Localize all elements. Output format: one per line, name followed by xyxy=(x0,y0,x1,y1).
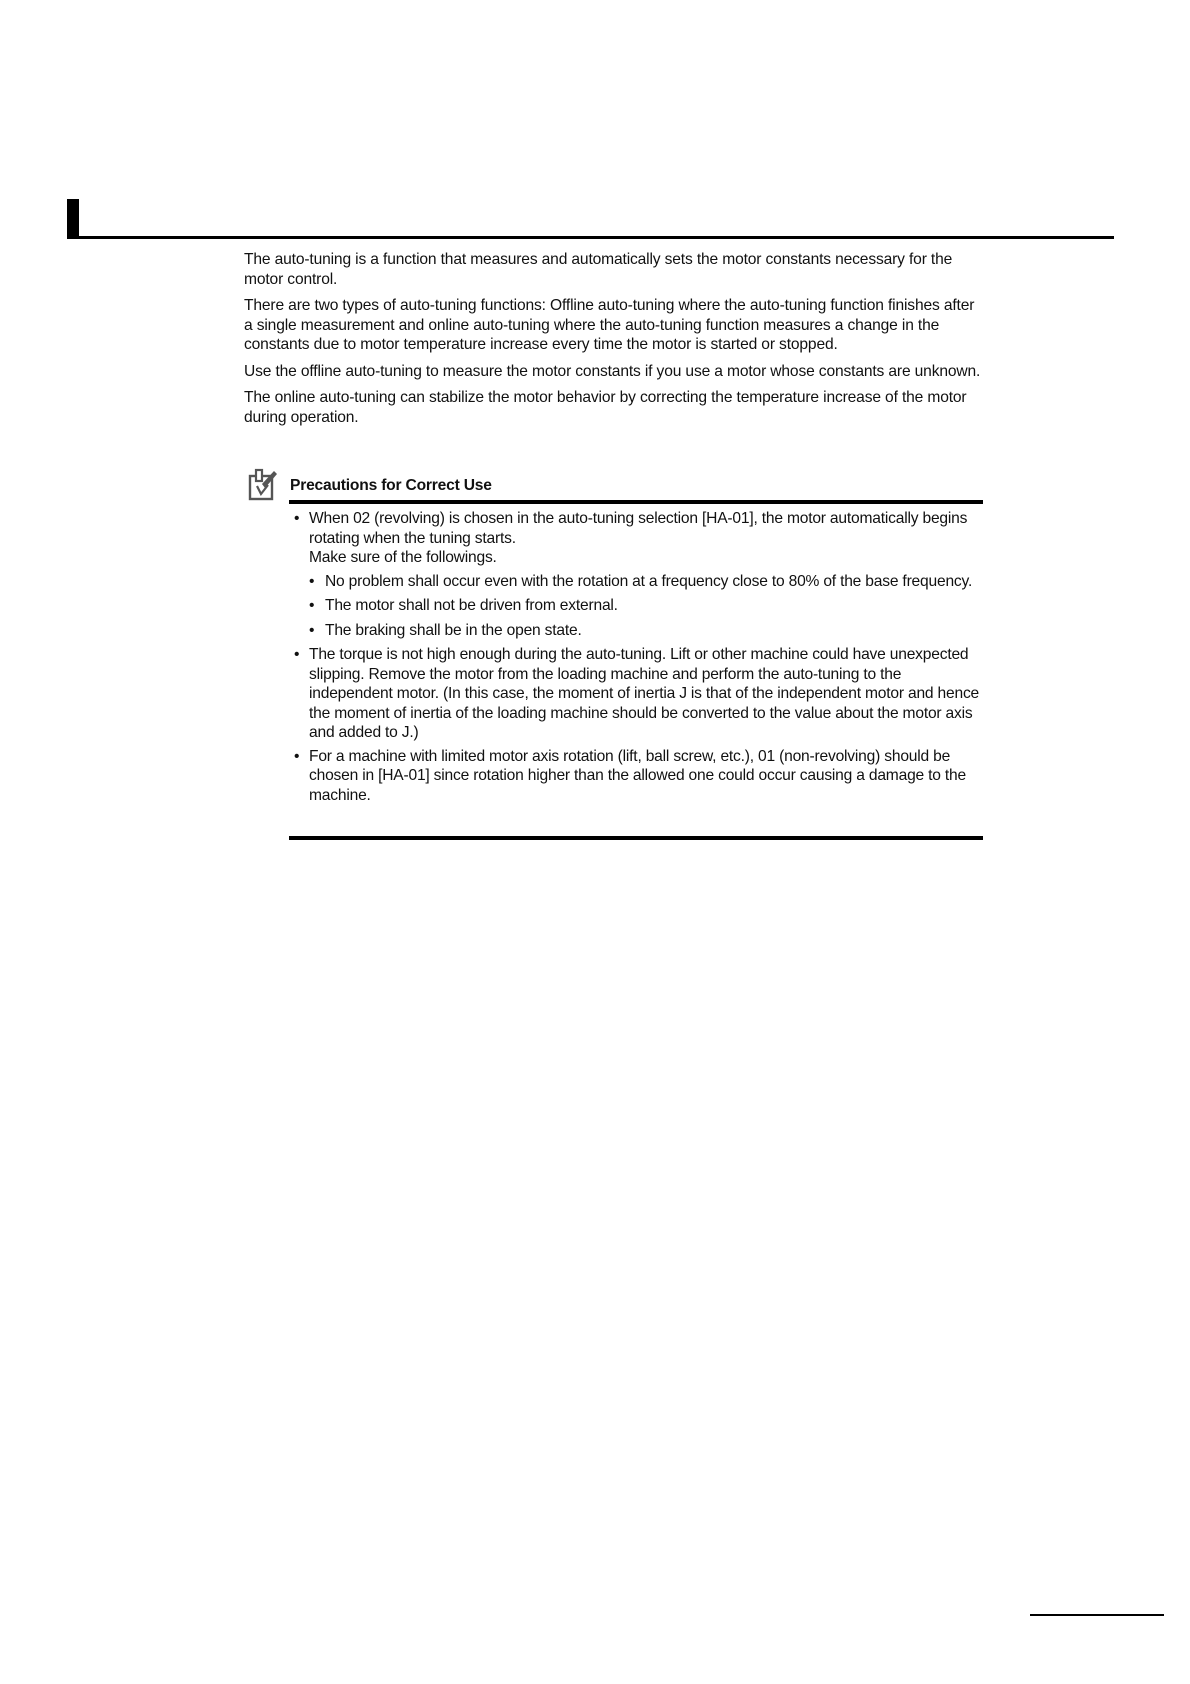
precaution-follow-up: Make sure of the followings. xyxy=(309,549,497,566)
bullet: • xyxy=(294,646,300,663)
sub-item-text: The braking shall be in the open state. xyxy=(325,621,582,639)
intro-paragraph: The auto-tuning is a function that measures and automatically sets the motor constants necessary for the motor control. xyxy=(244,251,953,288)
precautions-header xyxy=(246,467,983,503)
bullet: • xyxy=(294,747,300,765)
precaution-item xyxy=(294,747,980,806)
precaution-sub-item xyxy=(309,572,980,592)
precautions-list xyxy=(294,509,980,809)
intro-paragraph: There are two types of auto-tuning functions: Offline auto-tuning where the auto-tuning function finishes after a single measurement and online auto-tuning where the auto-tuning function measures a change in the constants due to motor temperature increase every time the motor is started or stopped. xyxy=(244,297,975,353)
precaution-sub-list xyxy=(309,572,980,641)
precaution-item xyxy=(294,509,980,640)
bullet: • xyxy=(294,510,300,527)
precaution-text: The torque is not high enough during the auto-tuning. Lift or other machine could have unexpected slipping. Remove the motor from the loading machine and perform the auto-tuning to the independent motor. (In this case, the moment of inertia J is that of the independent motor and hence the moment of inertia of the loading machine should be converted to the value about the motor axis and added to J.) xyxy=(309,646,980,741)
sub-item-text: No problem shall occur even with the rotation at a frequency close to 80% of the base frequency. xyxy=(325,572,973,590)
precautions-hand-icon xyxy=(248,467,278,501)
bullet: • xyxy=(309,621,315,639)
precaution-sub-item xyxy=(309,596,980,616)
precaution-text: For a machine with limited motor axis rotation (lift, ball screw, etc.), 01 (non-revolving) should be chosen in [HA-01] since rotation higher than the allowed one could occur causing a damage to the machine. xyxy=(309,747,966,804)
intro-paragraph: The online auto-tuning can stabilize the motor behavior by correcting the temperature increase of the motor during operation. xyxy=(244,389,967,426)
section-heading-rule xyxy=(67,236,1114,239)
precautions-top-rule xyxy=(289,500,983,504)
bullet: • xyxy=(309,572,315,590)
sub-item-text: The motor shall not be driven from external. xyxy=(325,597,618,614)
intro-paragraph: Use the offline auto-tuning to measure the motor constants if you use a motor whose constants are unknown. xyxy=(244,362,981,380)
page-footer-rule xyxy=(1030,1614,1164,1616)
precautions-title: Precautions for Correct Use xyxy=(290,477,492,494)
bullet: • xyxy=(309,597,315,614)
section-heading-marker xyxy=(67,199,79,239)
precaution-text: When 02 (revolving) is chosen in the auto-tuning selection [HA-01], the motor automatically begins rotating when the tuning starts. xyxy=(309,510,968,547)
precaution-item xyxy=(294,645,980,743)
precaution-sub-item xyxy=(309,621,980,641)
intro-text xyxy=(244,250,982,434)
precautions-bottom-rule xyxy=(289,836,983,840)
